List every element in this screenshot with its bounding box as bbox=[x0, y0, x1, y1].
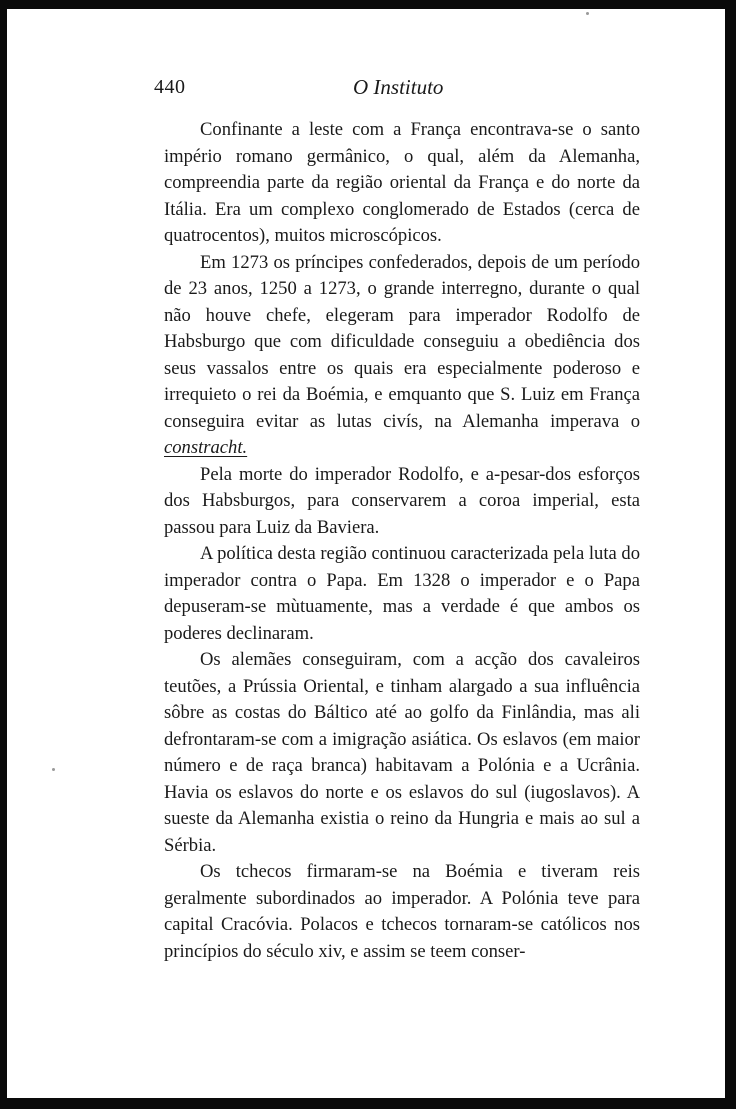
running-title: O Instituto bbox=[353, 75, 444, 99]
text-run: A política desta região continuou caracterizada pela luta do imperador contra o Papa. Em 1328 o imperador e o Papa depuseram-se mùtuamente, mas a verdade é que ambos os poderes declinaram. bbox=[164, 543, 640, 644]
page-number: 440 bbox=[154, 76, 186, 98]
body-text bbox=[164, 117, 640, 965]
text-run: Pela morte do imperador Rodolfo, e a-pesar-dos esforços dos Habsburgos, para conservarem a coroa imperial, esta passou para Luiz da Baviera. bbox=[164, 463, 640, 538]
paragraph bbox=[164, 647, 640, 859]
text-run: Os tchecos firmaram-se na Boémia e tiveram reis geralmente subordinados ao imperador. A Polónia teve para capital Cracóvia. Polacos e tchecos tornaram-se católicos nos princípios do século xiv, e assim se teem conser- bbox=[164, 861, 640, 962]
text-run: Confinante a leste com a França encontrava-se o santo império romano germânico, o qual, além da Alemanha, compreendia parte da região oriental da França e do norte da Itália. Era um complexo conglomerado de Estados (cerca de quatrocentos), muitos microscópicos. bbox=[164, 119, 640, 246]
italic-term: constracht. bbox=[164, 437, 248, 458]
scan-speck bbox=[586, 12, 589, 15]
paragraph bbox=[164, 250, 640, 462]
text-run: Em 1273 os príncipes confederados, depois de um período de 23 anos, 1250 a 1273, o grande interregno, durante o qual não houve chefe, elegeram para imperador Rodolfo de Habsburgo que com dificuldade conseguiu a obediência dos seus vassalos entre os quais era especialmente poderoso e irrequieto o rei da Boémia, e emquanto que S. Luiz em França conseguira evitar as lutas civís, na Alemanha imperava o bbox=[164, 251, 640, 432]
scan-speck bbox=[52, 768, 55, 771]
page-header bbox=[146, 76, 616, 106]
paragraph bbox=[164, 541, 640, 647]
paragraph bbox=[164, 859, 640, 965]
text-run: Os alemães conseguiram, com a acção dos cavaleiros teutões, a Prússia Oriental, e tinham alargado a sua influência sôbre as costas do Báltico até ao golfo da Finlândia, mas ali defrontaram-se com a imigração asiática. Os eslavos (em maior número e de raça branca) habitavam a Polónia e a Ucrânia. Havia os eslavos do norte e os eslavos do sul (iugoslavos). A sueste da Alemanha existia o reino da Hungria e mais ao sul a Sérbia. bbox=[164, 649, 640, 856]
paragraph bbox=[164, 117, 640, 250]
paragraph bbox=[164, 462, 640, 542]
